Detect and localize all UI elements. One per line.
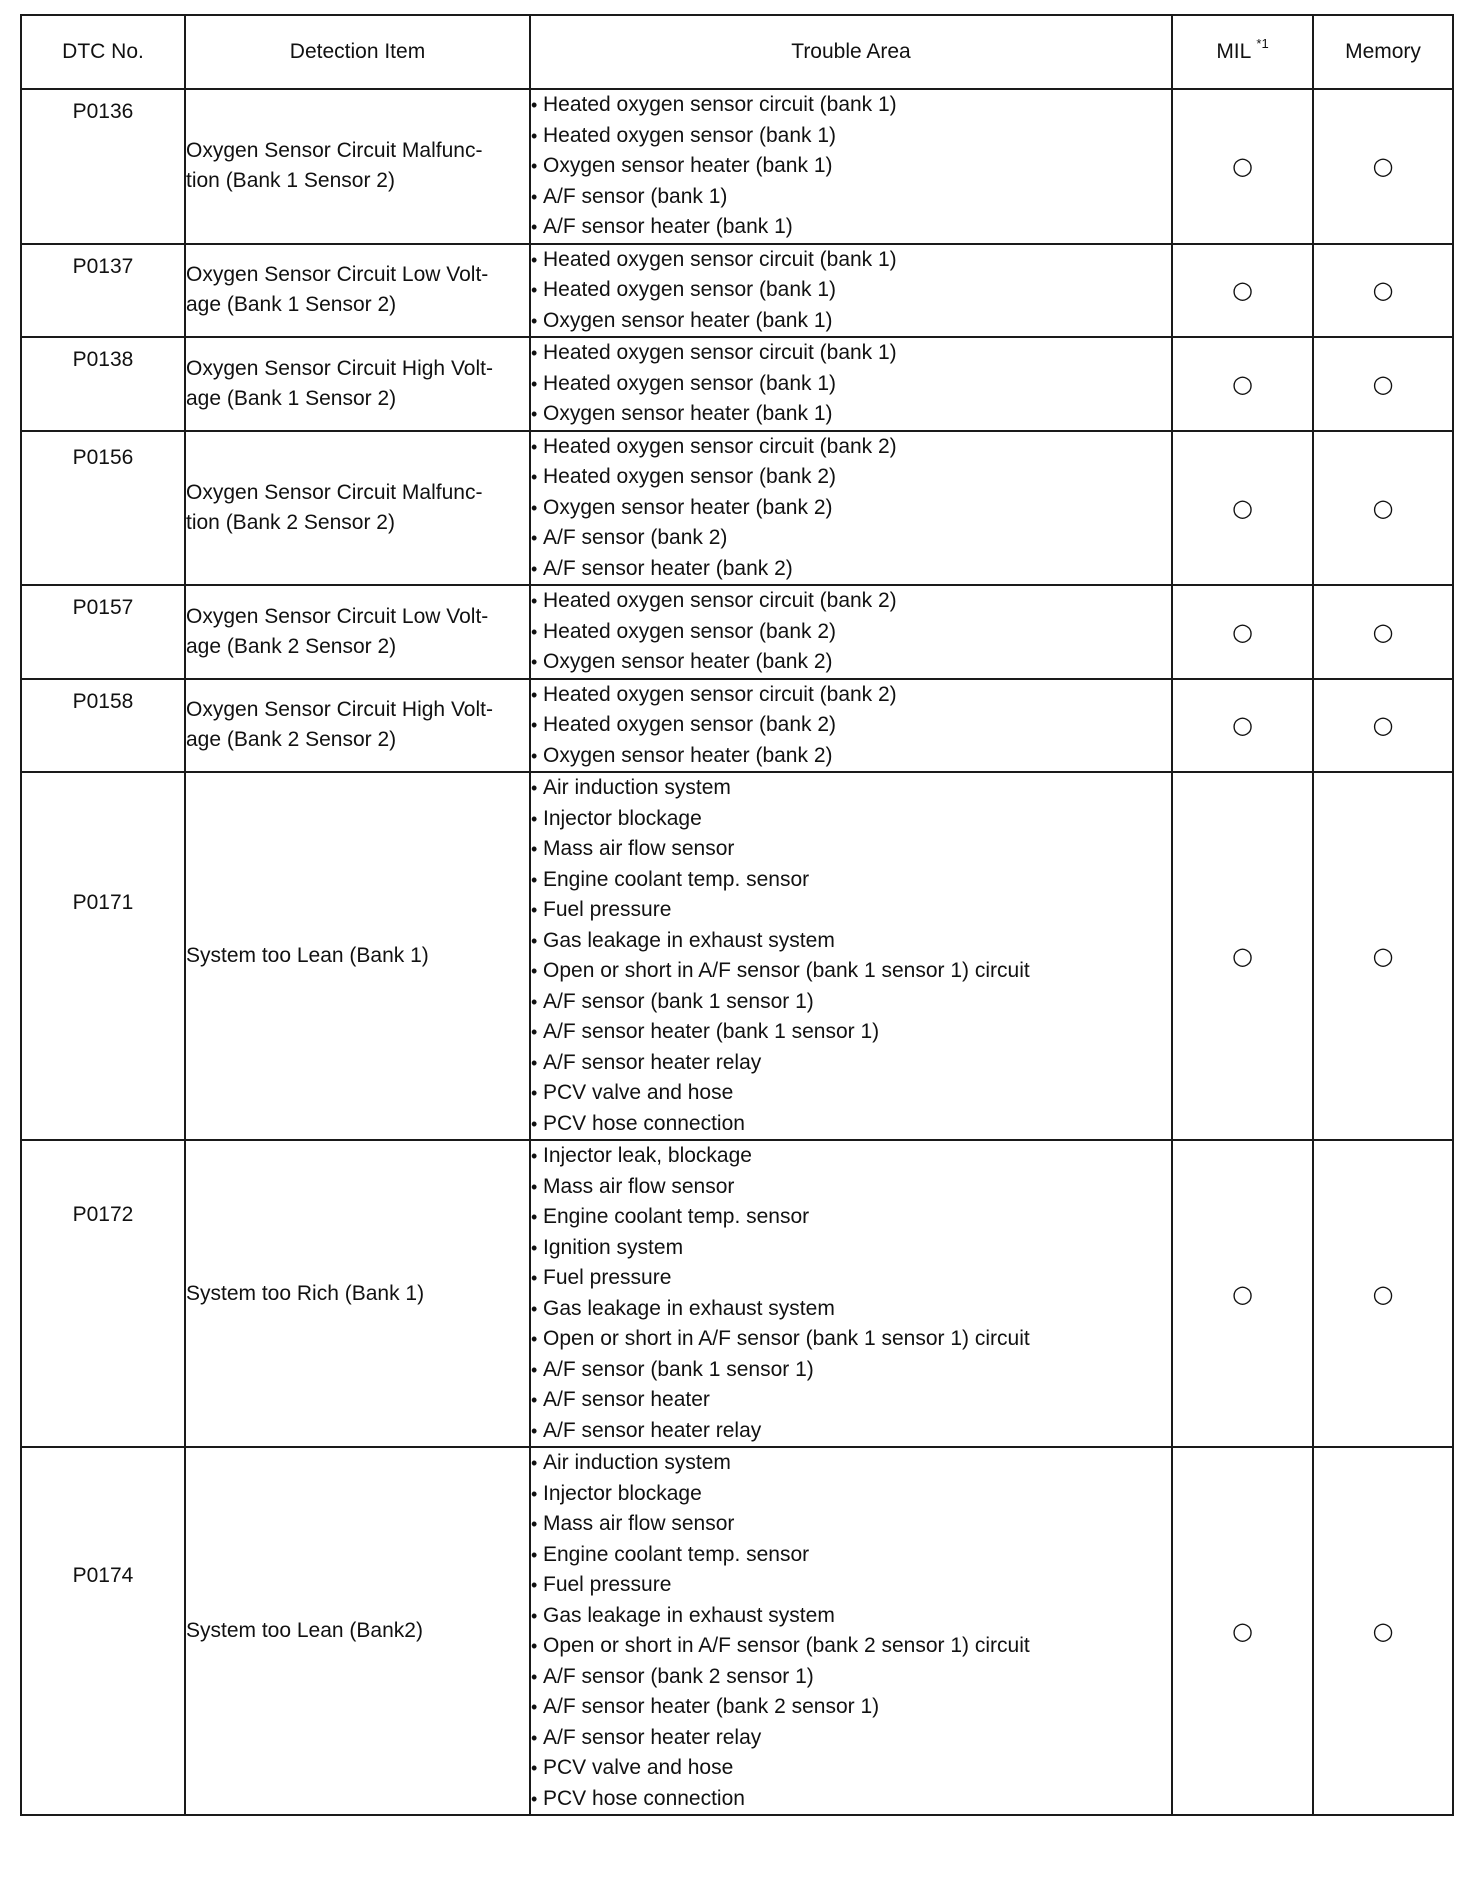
table-row <box>21 585 1453 679</box>
trouble-area <box>530 679 1172 773</box>
trouble-area-item: • Heated oxygen sensor circuit (bank 2) <box>531 586 1171 617</box>
trouble-area-item: • PCV hose connection <box>531 1109 1171 1140</box>
header-dtc-no: DTC No. <box>21 15 185 89</box>
trouble-area-item: • Fuel pressure <box>531 895 1171 926</box>
memory-indicator: ○ <box>1313 772 1453 1140</box>
trouble-area-item: • Oxygen sensor heater (bank 2) <box>531 741 1171 772</box>
trouble-area-item: • Heated oxygen sensor circuit (bank 1) <box>531 90 1171 121</box>
trouble-area-list <box>531 90 1171 243</box>
mil-indicator: ○ <box>1172 244 1313 338</box>
mil-indicator: ○ <box>1172 431 1313 586</box>
trouble-area-item: • A/F sensor (bank 2) <box>531 523 1171 554</box>
memory-indicator: ○ <box>1313 585 1453 679</box>
trouble-area-item: • Air induction system <box>531 1448 1171 1479</box>
trouble-area-item: • Fuel pressure <box>531 1263 1171 1294</box>
trouble-area <box>530 431 1172 586</box>
trouble-area-item: • Oxygen sensor heater (bank 1) <box>531 151 1171 182</box>
trouble-area-item: • Open or short in A/F sensor (bank 1 sensor 1) circuit <box>531 956 1171 987</box>
memory-indicator: ○ <box>1313 1140 1453 1447</box>
trouble-area-list <box>531 773 1171 1139</box>
trouble-area-item: • Gas leakage in exhaust system <box>531 1294 1171 1325</box>
header-mil-label: MIL <box>1216 40 1251 63</box>
header-detection-item: Detection Item <box>185 15 530 89</box>
trouble-area-list <box>531 680 1171 772</box>
detection-item: Oxygen Sensor Circuit High Volt- age (Bank 1 Sensor 2) <box>185 337 530 431</box>
detection-item: Oxygen Sensor Circuit Low Volt- age (Bank 2 Sensor 2) <box>185 585 530 679</box>
header-memory: Memory <box>1313 15 1453 89</box>
trouble-area-item: • A/F sensor heater relay <box>531 1723 1171 1754</box>
trouble-area-item: • A/F sensor heater (bank 1 sensor 1) <box>531 1017 1171 1048</box>
trouble-area-item: • Oxygen sensor heater (bank 1) <box>531 399 1171 430</box>
dtc-code: P0136 <box>21 89 185 244</box>
detection-item: System too Rich (Bank 1) <box>185 1140 530 1447</box>
trouble-area-item: • Injector leak, blockage <box>531 1141 1171 1172</box>
trouble-area-item: • Oxygen sensor heater (bank 2) <box>531 647 1171 678</box>
mil-indicator: ○ <box>1172 89 1313 244</box>
trouble-area <box>530 772 1172 1140</box>
trouble-area-item: • PCV hose connection <box>531 1784 1171 1815</box>
table-row <box>21 1140 1453 1447</box>
dtc-code: P0137 <box>21 244 185 338</box>
trouble-area-item: • Fuel pressure <box>531 1570 1171 1601</box>
detection-item: System too Lean (Bank 1) <box>185 772 530 1140</box>
trouble-area-item: • Gas leakage in exhaust system <box>531 926 1171 957</box>
trouble-area-item: • Ignition system <box>531 1233 1171 1264</box>
memory-indicator: ○ <box>1313 1447 1453 1815</box>
trouble-area-item: • PCV valve and hose <box>531 1078 1171 1109</box>
trouble-area-item: • Mass air flow sensor <box>531 1509 1171 1540</box>
dtc-code: P0172 <box>21 1140 185 1447</box>
trouble-area-item: • A/F sensor (bank 1 sensor 1) <box>531 987 1171 1018</box>
trouble-area-list <box>531 1141 1171 1446</box>
trouble-area-item: • Oxygen sensor heater (bank 2) <box>531 493 1171 524</box>
trouble-area-list <box>531 245 1171 337</box>
mil-indicator: ○ <box>1172 1140 1313 1447</box>
dtc-code: P0138 <box>21 337 185 431</box>
trouble-area-item: • Heated oxygen sensor circuit (bank 1) <box>531 245 1171 276</box>
header-mil <box>1172 15 1313 89</box>
table-header-row <box>21 15 1453 89</box>
trouble-area-item: • A/F sensor heater (bank 2) <box>531 554 1171 585</box>
header-mil-footnote: *1 <box>1256 36 1269 51</box>
dtc-code: P0174 <box>21 1447 185 1815</box>
dtc-code: P0157 <box>21 585 185 679</box>
trouble-area <box>530 337 1172 431</box>
trouble-area <box>530 244 1172 338</box>
dtc-code: P0156 <box>21 431 185 586</box>
trouble-area <box>530 89 1172 244</box>
trouble-area-item: • Air induction system <box>531 773 1171 804</box>
detection-item: System too Lean (Bank2) <box>185 1447 530 1815</box>
trouble-area-item: • Injector blockage <box>531 804 1171 835</box>
memory-indicator: ○ <box>1313 679 1453 773</box>
trouble-area-item: • Oxygen sensor heater (bank 1) <box>531 306 1171 337</box>
trouble-area <box>530 1140 1172 1447</box>
trouble-area-item: • Mass air flow sensor <box>531 1172 1171 1203</box>
table-row <box>21 89 1453 244</box>
trouble-area-item: • A/F sensor heater (bank 1) <box>531 212 1171 243</box>
table-row <box>21 431 1453 586</box>
trouble-area-item: • A/F sensor heater relay <box>531 1048 1171 1079</box>
trouble-area-item: • Heated oxygen sensor (bank 2) <box>531 617 1171 648</box>
dtc-code: P0171 <box>21 772 185 1140</box>
trouble-area-item: • Engine coolant temp. sensor <box>531 1202 1171 1233</box>
mil-indicator: ○ <box>1172 1447 1313 1815</box>
trouble-area-item: • Heated oxygen sensor (bank 1) <box>531 369 1171 400</box>
dtc-code: P0158 <box>21 679 185 773</box>
trouble-area-item: • A/F sensor (bank 1) <box>531 182 1171 213</box>
trouble-area-item: • A/F sensor (bank 2 sensor 1) <box>531 1662 1171 1693</box>
memory-indicator: ○ <box>1313 337 1453 431</box>
trouble-area-item: • Injector blockage <box>531 1479 1171 1510</box>
table-row <box>21 244 1453 338</box>
trouble-area-item: • Heated oxygen sensor (bank 2) <box>531 462 1171 493</box>
trouble-area-item: • A/F sensor (bank 1 sensor 1) <box>531 1355 1171 1386</box>
mil-indicator: ○ <box>1172 337 1313 431</box>
detection-item: Oxygen Sensor Circuit Malfunc- tion (Bank 1 Sensor 2) <box>185 89 530 244</box>
trouble-area-item: • Heated oxygen sensor circuit (bank 2) <box>531 432 1171 463</box>
detection-item: Oxygen Sensor Circuit Malfunc- tion (Bank 2 Sensor 2) <box>185 431 530 586</box>
mil-indicator: ○ <box>1172 679 1313 773</box>
dtc-table <box>20 14 1454 1816</box>
trouble-area-list <box>531 432 1171 585</box>
trouble-area-item: • Open or short in A/F sensor (bank 1 sensor 1) circuit <box>531 1324 1171 1355</box>
trouble-area <box>530 1447 1172 1815</box>
detection-item: Oxygen Sensor Circuit Low Volt- age (Bank 1 Sensor 2) <box>185 244 530 338</box>
trouble-area-item: • Engine coolant temp. sensor <box>531 865 1171 896</box>
trouble-area-item: • A/F sensor heater <box>531 1385 1171 1416</box>
memory-indicator: ○ <box>1313 431 1453 586</box>
trouble-area-item: • PCV valve and hose <box>531 1753 1171 1784</box>
trouble-area-item: • A/F sensor heater relay <box>531 1416 1171 1447</box>
trouble-area-item: • Open or short in A/F sensor (bank 2 sensor 1) circuit <box>531 1631 1171 1662</box>
table-row <box>21 679 1453 773</box>
table-row <box>21 1447 1453 1815</box>
trouble-area-item: • Heated oxygen sensor (bank 1) <box>531 121 1171 152</box>
memory-indicator: ○ <box>1313 244 1453 338</box>
detection-item: Oxygen Sensor Circuit High Volt- age (Bank 2 Sensor 2) <box>185 679 530 773</box>
trouble-area-item: • A/F sensor heater (bank 2 sensor 1) <box>531 1692 1171 1723</box>
trouble-area-item: • Gas leakage in exhaust system <box>531 1601 1171 1632</box>
trouble-area <box>530 585 1172 679</box>
header-trouble-area: Trouble Area <box>530 15 1172 89</box>
trouble-area-item: • Mass air flow sensor <box>531 834 1171 865</box>
table-row <box>21 337 1453 431</box>
trouble-area-item: • Heated oxygen sensor (bank 1) <box>531 275 1171 306</box>
mil-indicator: ○ <box>1172 772 1313 1140</box>
trouble-area-list <box>531 586 1171 678</box>
table-row <box>21 772 1453 1140</box>
trouble-area-item: • Heated oxygen sensor circuit (bank 2) <box>531 680 1171 711</box>
trouble-area-list <box>531 338 1171 430</box>
trouble-area-item: • Engine coolant temp. sensor <box>531 1540 1171 1571</box>
mil-indicator: ○ <box>1172 585 1313 679</box>
memory-indicator: ○ <box>1313 89 1453 244</box>
trouble-area-item: • Heated oxygen sensor circuit (bank 1) <box>531 338 1171 369</box>
trouble-area-list <box>531 1448 1171 1814</box>
trouble-area-item: • Heated oxygen sensor (bank 2) <box>531 710 1171 741</box>
